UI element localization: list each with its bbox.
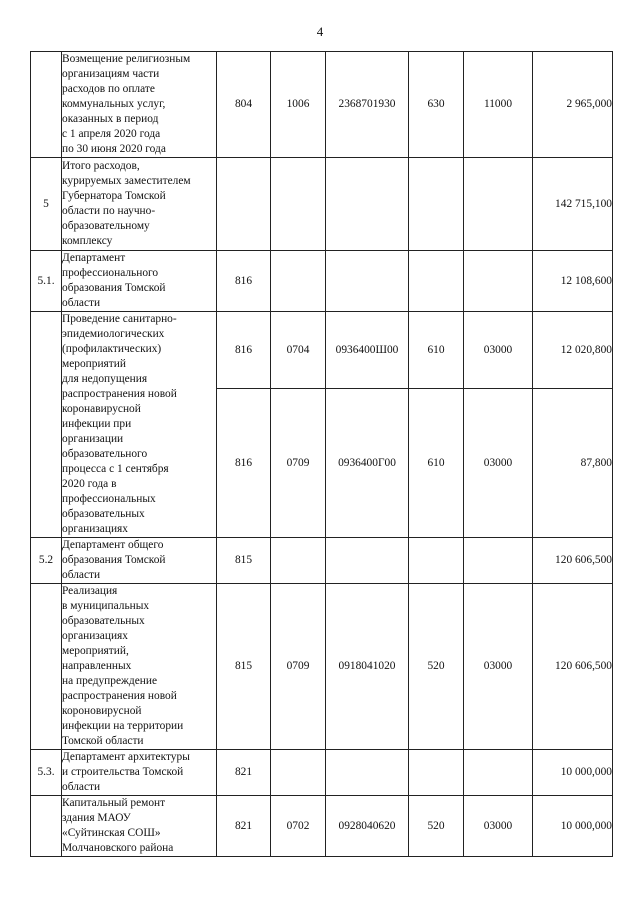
expense-type-cell xyxy=(409,538,464,584)
description-cell xyxy=(62,158,217,251)
additional-code-cell xyxy=(464,538,533,584)
additional-code-cell xyxy=(464,158,533,251)
description-text: Проведение санитарно- эпидемиологических (профилактических) мероприятий для недопущения распространения новой коронавирусной инфекции при организации образовательного процесса с 1 сентября 2020 года в профессиональных образовательных организациях xyxy=(62,313,177,535)
description-text: Капитальный ремонт здания МАОУ «Суйтинская СОШ» Молчановского района xyxy=(62,797,174,854)
description-cell xyxy=(62,52,217,158)
additional-code-cell: 03000 xyxy=(464,796,533,857)
amount-cell: 12 020,800 xyxy=(533,312,613,389)
expense-type-cell: 610 xyxy=(409,389,464,538)
ministry-code-cell: 815 xyxy=(217,584,271,750)
target-article-cell xyxy=(326,538,409,584)
ministry-code-cell: 816 xyxy=(217,389,271,538)
description-text: Департамент архитектуры и строительства Томской области xyxy=(62,751,190,793)
expense-type-cell: 630 xyxy=(409,52,464,158)
table-row xyxy=(31,251,613,312)
ministry-code-cell xyxy=(217,158,271,251)
description-cell xyxy=(62,750,217,796)
description-text: Реализация в муниципальных образовательных организациях мероприятий, направленных на предупреждение распространения новой короновирусной инфекции на территории Томской области xyxy=(62,585,184,747)
row-number-cell: 5.1. xyxy=(31,251,62,312)
target-article-cell xyxy=(326,251,409,312)
additional-code-cell xyxy=(464,750,533,796)
row-number-cell xyxy=(31,796,62,857)
amount-cell: 10 000,000 xyxy=(533,750,613,796)
amount-cell: 87,800 xyxy=(533,389,613,538)
description-cell xyxy=(62,312,217,538)
section-code-cell xyxy=(271,158,326,251)
target-article-cell: 0936400Ш00 xyxy=(326,312,409,389)
target-article-cell: 0936400Г00 xyxy=(326,389,409,538)
ministry-code-cell: 821 xyxy=(217,750,271,796)
table-row xyxy=(31,312,613,389)
row-number-cell xyxy=(31,584,62,750)
amount-cell: 12 108,600 xyxy=(533,251,613,312)
additional-code-cell: 03000 xyxy=(464,584,533,750)
description-cell xyxy=(62,538,217,584)
amount-cell: 10 000,000 xyxy=(533,796,613,857)
table-row xyxy=(31,584,613,750)
table-row xyxy=(31,538,613,584)
target-article-cell: 0928040620 xyxy=(326,796,409,857)
amount-cell: 120 606,500 xyxy=(533,538,613,584)
ministry-code-cell: 816 xyxy=(217,251,271,312)
expense-type-cell: 520 xyxy=(409,796,464,857)
expense-type-cell xyxy=(409,158,464,251)
additional-code-cell xyxy=(464,251,533,312)
description-cell xyxy=(62,796,217,857)
section-code-cell: 0709 xyxy=(271,389,326,538)
target-article-cell xyxy=(326,750,409,796)
description-cell xyxy=(62,251,217,312)
description-cell xyxy=(62,584,217,750)
section-code-cell xyxy=(271,750,326,796)
additional-code-cell: 03000 xyxy=(464,312,533,389)
description-text: Итого расходов, курируемых заместителем Губернатора Томской области по научно- образовательному комплексу xyxy=(62,160,191,247)
table-row xyxy=(31,158,613,251)
section-code-cell xyxy=(271,538,326,584)
table-row xyxy=(31,796,613,857)
description-text: Возмещение религиозным организациям части расходов по оплате коммунальных услуг, оказанных в период с 1 апреля 2020 года по 30 июня 2020 года xyxy=(62,53,191,155)
row-number-cell: 5.2 xyxy=(31,538,62,584)
row-number-cell xyxy=(31,312,62,538)
ministry-code-cell: 816 xyxy=(217,312,271,389)
additional-code-cell: 03000 xyxy=(464,389,533,538)
target-article-cell: 0918041020 xyxy=(326,584,409,750)
row-number-cell: 5.3. xyxy=(31,750,62,796)
additional-code-cell: 11000 xyxy=(464,52,533,158)
expense-type-cell xyxy=(409,750,464,796)
ministry-code-cell: 821 xyxy=(217,796,271,857)
amount-cell: 142 715,100 xyxy=(533,158,613,251)
target-article-cell xyxy=(326,158,409,251)
ministry-code-cell: 815 xyxy=(217,538,271,584)
row-number-cell xyxy=(31,52,62,158)
expense-type-cell: 610 xyxy=(409,312,464,389)
budget-table xyxy=(30,51,613,857)
table-row xyxy=(31,750,613,796)
section-code-cell xyxy=(271,251,326,312)
section-code-cell: 0704 xyxy=(271,312,326,389)
section-code-cell: 1006 xyxy=(271,52,326,158)
section-code-cell: 0709 xyxy=(271,584,326,750)
ministry-code-cell: 804 xyxy=(217,52,271,158)
amount-cell: 2 965,000 xyxy=(533,52,613,158)
section-code-cell: 0702 xyxy=(271,796,326,857)
description-text: Департамент общего образования Томской области xyxy=(62,539,166,581)
target-article-cell: 2368701930 xyxy=(326,52,409,158)
table-row xyxy=(31,52,613,158)
amount-cell: 120 606,500 xyxy=(533,584,613,750)
row-number-cell: 5 xyxy=(31,158,62,251)
page-number: 4 xyxy=(316,24,324,39)
expense-type-cell xyxy=(409,251,464,312)
expense-type-cell: 520 xyxy=(409,584,464,750)
description-text: Департамент профессионального образования Томской области xyxy=(62,252,166,309)
